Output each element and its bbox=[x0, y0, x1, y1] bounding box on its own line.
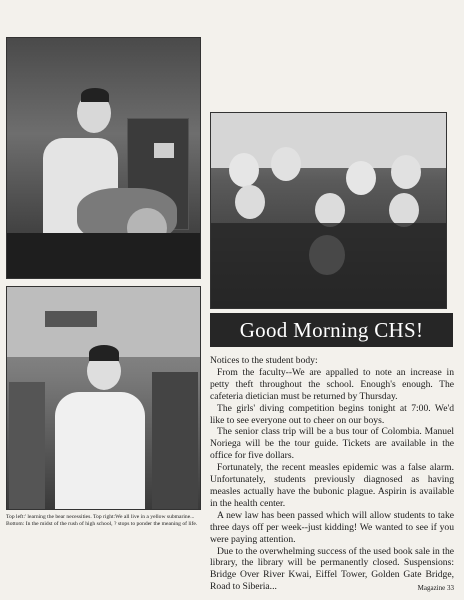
banner-title: Good Morning CHS! bbox=[210, 313, 453, 347]
photo-student-hallway bbox=[6, 286, 201, 510]
photo-caption: Top left:' learning the bear necessities. Top right:We all live in a yellow submarine... Bottom: In the midst of the rush of high school, ? stops to ponder the meaning of life. bbox=[6, 514, 198, 528]
article-paragraph: The girls' diving competition begins tonight at 7:00. We'd like to see everyone out to cheer on our boys. bbox=[210, 402, 454, 426]
photo-student-group bbox=[210, 112, 447, 309]
article-paragraph: A new law has been passed which will allow students to take three days off per week--just kidding! We wanted to see if you were paying attention. bbox=[210, 509, 454, 545]
article-paragraph: From the faculty--We are appalled to note an increase in petty theft throughout the school. Enough's enough. The cafeteria dietician must be returned by Thursday. bbox=[210, 366, 454, 402]
article-paragraph: The senior class trip will be a bus tour of Colombia. Manuel Noriega will be the tour guide. Tickets are available in the office for five dollars. bbox=[210, 426, 454, 462]
photo-student-machine bbox=[6, 37, 201, 279]
article-paragraph: Due to the overwhelming success of the used book sale in the library, the library will be permanently closed. Suspensions: Bridge Over River Kwai, Eiffel Tower, Golden Gate Bridge, Road to Siberia... bbox=[210, 545, 454, 593]
page-number: Magazine 33 bbox=[417, 584, 454, 592]
article-paragraph: Notices to the student body: bbox=[210, 355, 318, 366]
article-body bbox=[210, 355, 454, 593]
article-paragraph: Fortunately, the recent measles epidemic was a false alarm. Unfortunately, students previously diagnosed as having measles actually have the bubonic plague. Aspirin is available in the health center. bbox=[210, 462, 454, 509]
